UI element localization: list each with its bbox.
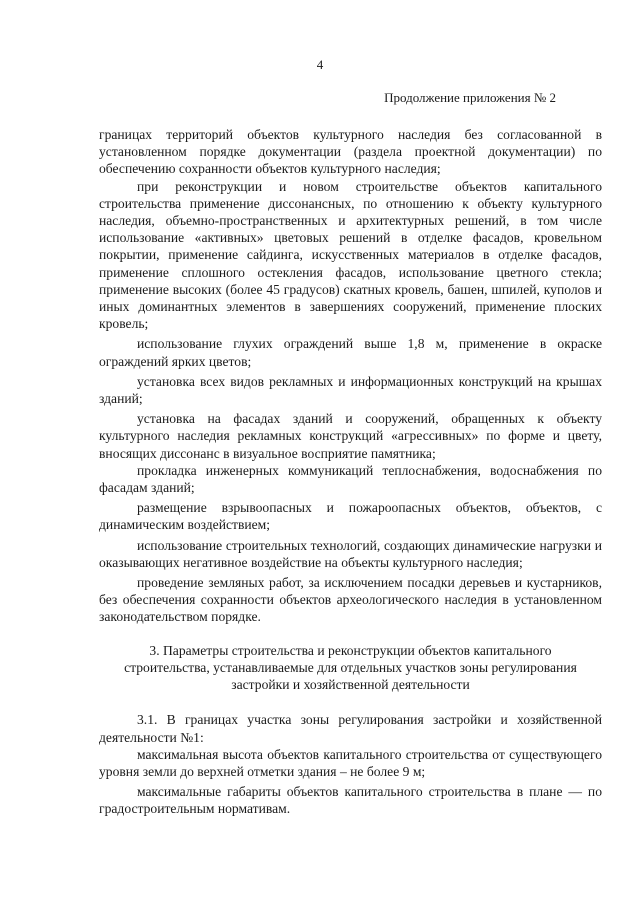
paragraph-max-dimensions: максимальные габариты объектов капитального строительства в плане — по градостроительным нормативам. — [99, 784, 602, 817]
section-3-heading: 3. Параметры строительства и реконструкции объектов капитального строительства, устанавливаемые для отдельных участков зоны регулирования застройки и хозяйственной деятельности — [124, 642, 577, 693]
paragraph-hazardous-objects: размещение взрывоопасных и пожароопасных объектов, объектов, с динамическим воздействием; — [99, 500, 602, 533]
appendix-continuation-note: Продолжение приложения № 2 — [384, 90, 556, 105]
paragraph-reconstruction-rules: при реконструкции и новом строительстве объектов капитального строительства применение диссонансных, по отношению к объекту культурного наследия, объемно-пространственных и архитектурных решений, в том числе использование «активных» цветовых решений в отделке фасадов, кровельном покрытии, применение сайдинга, искусственных материалов в отделке фасадов, применение сплошного остекления фасадов, использование цветного стекла; применение высоких (более 45 градусов) скатных кровель, башен, шпилей, куполов и иных доминантных элементов в завершениях сооружений, применение плоских кровель; — [99, 178, 602, 332]
document-body — [99, 126, 602, 818]
paragraph-construction-technologies: использование строительных технологий, создающих динамические нагрузки и оказывающих негативное воздействие на объекты культурного наследия; — [99, 537, 602, 570]
paragraph-3-1: 3.1. В границах участка зоны регулирования застройки и хозяйственной деятельности №1: — [99, 712, 602, 745]
paragraph-fences: использование глухих ограждений выше 1,8 м, применение в окраске ограждений ярких цветов; — [99, 336, 602, 369]
paragraph-earthworks: проведение земляных работ, за исключением посадки деревьев и кустарников, без обеспечения сохранности объектов археологического наследия в установленном законодательством порядке. — [99, 575, 602, 625]
paragraph-facade-advertising: установка на фасадах зданий и сооружений, обращенных к объекту культурного наследия рекламных конструкций «агрессивных» по форме и цвету, вносящих диссонанс в визуальное восприятие памятника; — [99, 411, 602, 461]
paragraph-continuation: границах территорий объектов культурного наследия без согласованной в установленном порядке документации (раздела проектной документации) по обеспечению сохранности объектов культурного наследия; — [99, 127, 602, 177]
paragraph-roof-advertising: установка всех видов рекламных и информационных конструкций на крышах зданий; — [99, 373, 602, 407]
page-number: 4 — [316, 57, 324, 72]
paragraph-max-height: максимальная высота объектов капитального строительства от существующего уровня земли до верхней отметки здания – не более 9 м; — [99, 746, 602, 779]
paragraph-utilities: прокладка инженерных коммуникаций теплоснабжения, водоснабжения по фасадам зданий; — [99, 462, 602, 496]
